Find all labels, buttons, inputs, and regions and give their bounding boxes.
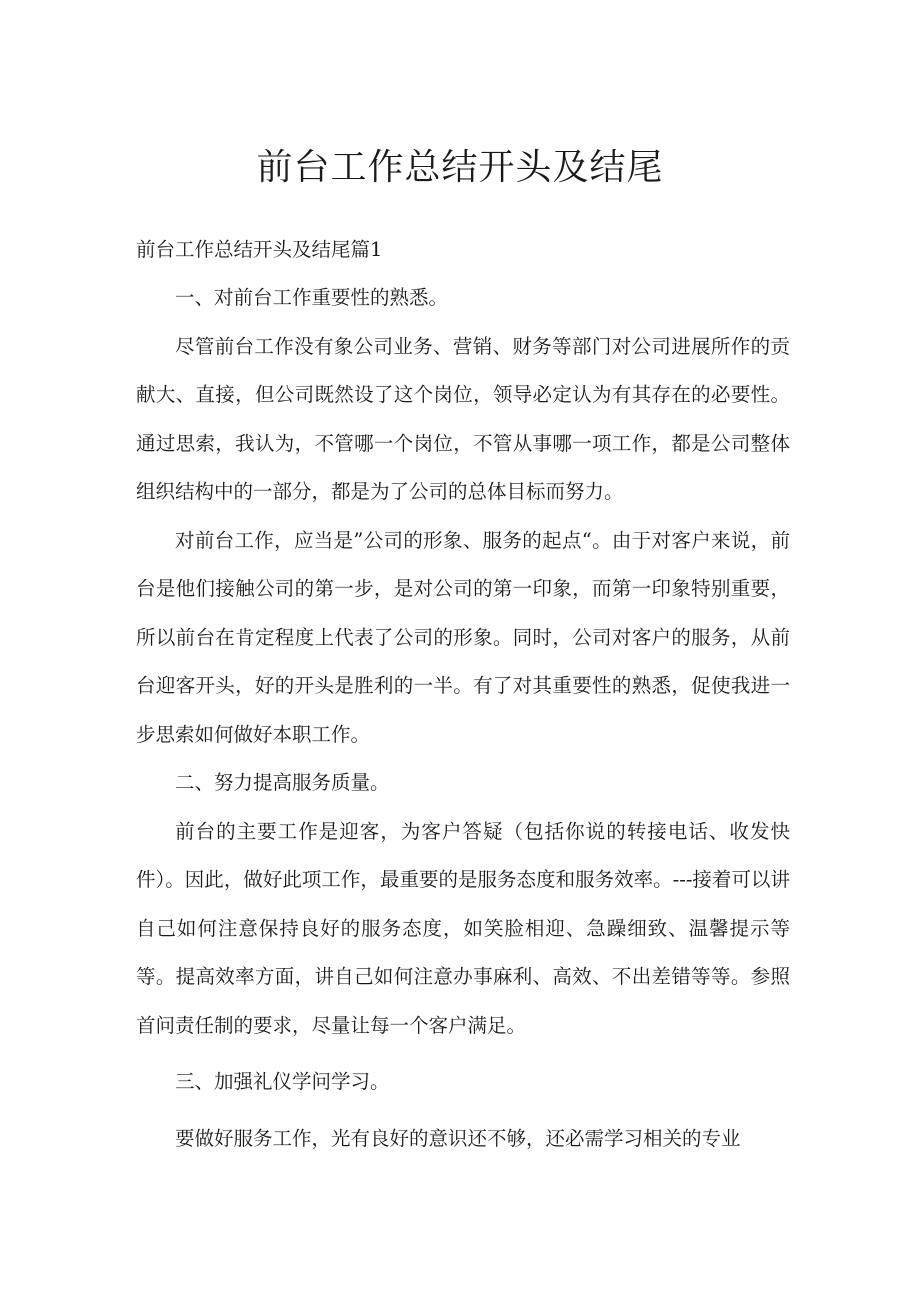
section-heading-2: 二、努力提高服务质量。	[175, 771, 390, 794]
paragraph: 尽管前台工作没有象公司业务、营销、财务等部门对公司进展所作的贡献大、直接，但公司既然设了这个岗位，领导必定认为有其存在的必要性。通过思索，我认为，不管哪一个岗位，不管从事哪一项工作，都是公司整体组织结构中的一部分，都是为了公司的总体目标而努力。	[136, 334, 790, 503]
paragraph: 前台的主要工作是迎客，为客户答疑（包括你说的转接电话、收发快件）。因此，做好此项工作，最重要的是服务态度和服务效率。---接着可以讲自己如何注意保持良好的服务态度，如笑脸相迎、急躁细致、温馨提示等等。提高效率方面，讲自己如何注意办事麻利、高效、不出差错等等。参照首问责任制的要求，尽量让每一个客户满足。	[136, 819, 790, 1037]
section-heading-1: 一、对前台工作重要性的熟悉。	[175, 286, 449, 309]
paragraph: 要做好服务工作，光有良好的意识还不够，还必需学习相关的专业	[175, 1126, 741, 1150]
section-heading-3: 三、加强礼仪学问学习。	[175, 1070, 390, 1093]
paragraph: 对前台工作，应当是”公司的形象、服务的起点“。由于对客户来说，前台是他们接触公司的第一步，是对公司的第一印象，而第一印象特别重要，所以前台在肯定程度上代表了公司的形象。同时，公司对客户的服务，从前台迎客开头，好的开头是胜利的一半。有了对其重要性的熟悉，促使我进一步思索如何做好本职工作。	[136, 528, 790, 746]
section-subtitle: 前台工作总结开头及结尾篇1	[136, 238, 383, 261]
document-body	[136, 274, 790, 1163]
page-title: 前台工作总结开头及结尾	[256, 147, 664, 188]
